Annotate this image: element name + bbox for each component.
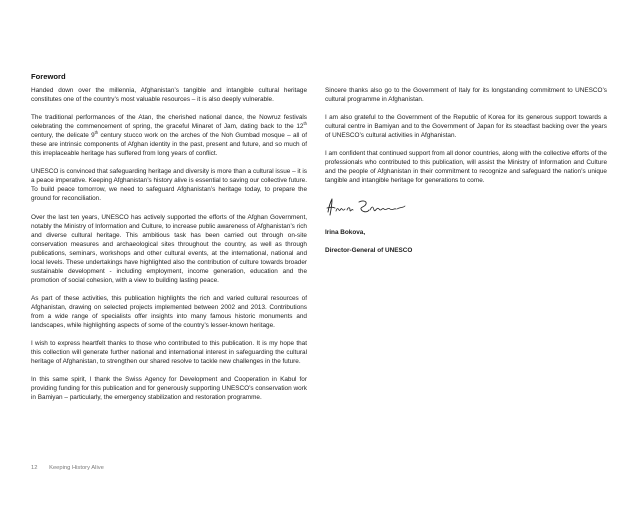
left-column (31, 86, 307, 411)
superscript: th (303, 121, 307, 127)
paragraph: I am also grateful to the Government of the Republic of Korea for its generous support towards a cultural centre in Bamiyan and to the Government of Japan for its steadfast backing over the years of UNESCO’s cultural activities in Afghanistan. (325, 114, 607, 140)
signer-title: Director-General of UNESCO (325, 247, 413, 255)
handwritten-signature (323, 194, 419, 220)
paragraph: Over the last ten years, UNESCO has actively supported the efforts of the Afghan Government, notably the Ministry of Information and Culture, to increase public awareness of Afghanistan’s rich and diverse cultural heritage. This ambitious task has been carried out through on-site conservation measures and archaeological sites throughout the country, as well as through publications, seminars, workshops and other cultural events, at the international, national and local levels. These undertakings have highlighted also the contribution of culture towards broader sustainable development - including employment, income generation, education and the promotion of social cohesion, with a view to building lasting peace. (31, 213, 307, 284)
page-footer (31, 465, 104, 471)
paragraph: I am confident that continued support from all donor countries, along with the collective efforts of the professionals who contributed to this publication, will assist the Ministry of Information and Culture and the people of Afghanistan in their commitment to recognize and safeguard the nation’s unique tangible and intangible heritage for generations to come. (325, 150, 607, 185)
paragraph-text: century stucco work on the arches of the Noh Gumbad mosque – all of these are intrinsic components of Afghan identity in the past, present and future, and so much of this irreplaceable heritage has suffered from long years of conflict. (31, 132, 307, 158)
book-title: Keeping History Alive (49, 465, 104, 471)
paragraph: I wish to express heartfelt thanks to those who contributed to this publication. It is my hope that this collection will generate further national and international interest in safeguarding the cultural heritage of Afghanistan, to strengthen our shared resolve to tackle new challenges in the future. (31, 340, 307, 366)
paragraph: Sincere thanks also go to the Government of Italy for its longstanding commitment to UNESCO’s cultural programme in Afghanistan. (325, 87, 607, 104)
paragraph: As part of these activities, this publication highlights the rich and varied cultural resources of Afghanistan, drawing on selected projects implemented between 2002 and 2013. Contributions from a wide range of specialists offer insights into many famous historic monuments and landscapes, while highlighting aspects of some of the country’s lesser-known heritage. (31, 294, 307, 330)
paragraph: In this same spirit, I thank the Swiss Agency for Development and Cooperation in Kabul for providing funding for this publication and for generously supporting UNESCO’s conservation work in Bamiyan – particularly, the emergency stabilization and restoration programme. (31, 376, 307, 402)
paragraph: Handed down over the millennia, Afghanistan’s tangible and intangible cultural heritage constitutes one of the country’s most valuable resources – it is also deeply vulnerable. (31, 87, 307, 104)
foreword-heading: Foreword (31, 72, 66, 81)
signer-name: Irina Bokova, (325, 229, 366, 237)
right-column (325, 86, 607, 264)
paragraph-text: century, the delicate 9 (31, 132, 95, 140)
superscript: th (94, 130, 99, 136)
paragraph (31, 113, 307, 158)
paragraph-text: The traditional performances of the Atan, the cherished national dance, the Nowruz festivals celebrating the commencement of spring, the graceful Minaret of Jam, dating back to the 12 (31, 114, 307, 131)
page-number: 12 (31, 465, 38, 471)
paragraph: UNESCO is convinced that safeguarding heritage and diversity is more than a cultural issue – it is a peace imperative. Keeping Afghanistan’s history alive is essential to saving our collective future. To build peace tomorrow, we need to safeguard Afghanistan’s heritage today, to prepare the ground for reconciliation. (31, 168, 307, 203)
